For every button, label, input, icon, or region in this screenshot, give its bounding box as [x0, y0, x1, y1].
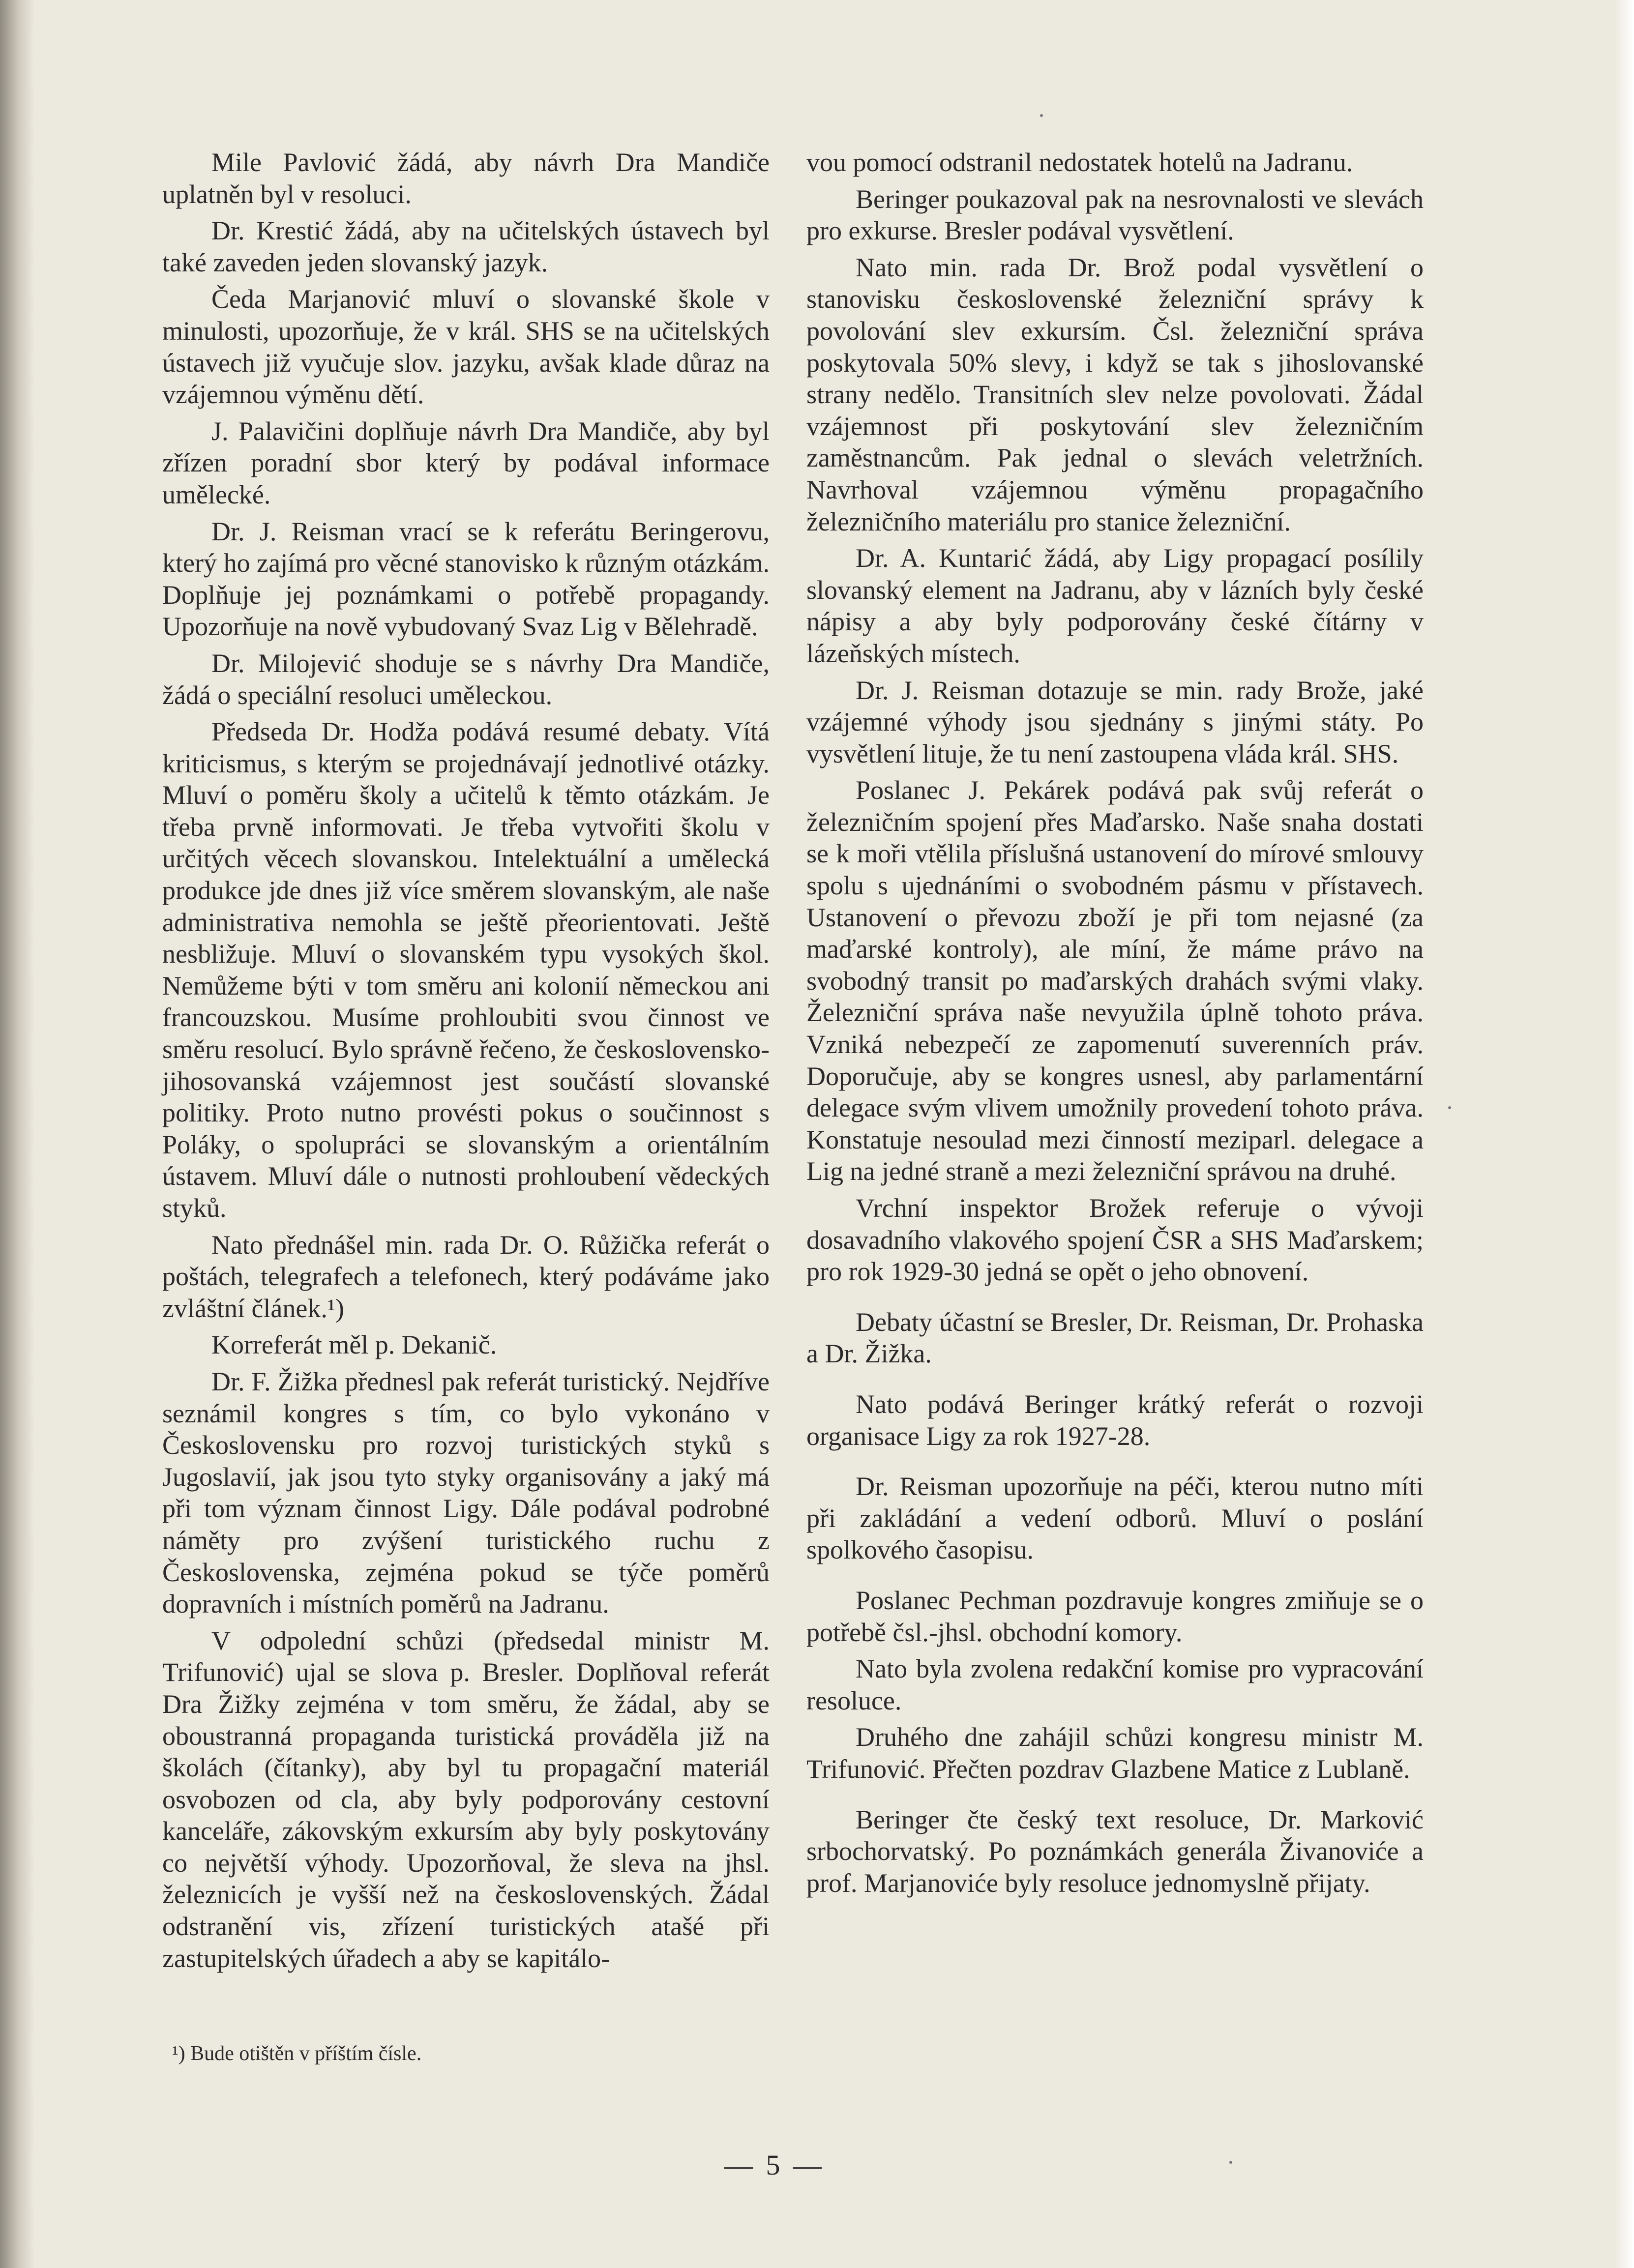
- paragraph: J. Palavičini doplňuje návrh Dra Mandiče, aby byl zřízen poradní sbor který by podával informace umělecké.: [162, 416, 770, 509]
- right-column: [806, 147, 1424, 1904]
- paragraph: Vrchní inspektor Brožek referuje o vývoji dosavadního vlakového spojení ČSR a SHS Maďarskem; pro rok 1929-30 jedná se opět o jeho obnovení.: [806, 1193, 1424, 1287]
- paragraph: Dr. A. Kuntarić žádá, aby Ligy propagací posílily slovanský element na Jadranu, aby v lázních byly české nápisy a aby byly podporovány české čítárny v lázeňských místech.: [806, 543, 1424, 668]
- paragraph: Dr. Reisman upozorňuje na péči, kterou nutno míti při zakládání a vedení odborů. Mluví o poslání spolkového časopisu.: [806, 1472, 1424, 1565]
- paragraph: Druhého dne zahájil schůzi kongresu ministr M. Trifunović. Přečten pozdrav Glazbene Matice z Lublaně.: [806, 1722, 1424, 1784]
- left-column: [162, 147, 770, 1979]
- paragraph: Nato byla zvolena redakční komise pro vypracování resoluce.: [806, 1654, 1424, 1715]
- paragraph: Beringer čte český text resoluce, Dr. Marković srbochorvatský. Po poznámkách generála Živanoviće a prof. Marjanoviće byly resoluce jednomyslně přijaty.: [806, 1804, 1424, 1898]
- speck-mark: [1448, 1106, 1451, 1109]
- paragraph: Korreferát měl p. Dekanič.: [211, 1330, 497, 1360]
- binding-spine: [0, 0, 34, 2268]
- paragraph: Nato podává Beringer krátký referát o rozvoji organisace Ligy za rok 1927-28.: [806, 1389, 1424, 1451]
- paragraph: Čeda Marjanović mluví o slovanské škole v minulosti, upozorňuje, že v král. SHS se na učitelských ústavech již vyučuje slov. jazyku, avšak klade důraz na vzájemnou výměnu dětí.: [162, 284, 770, 410]
- paragraph: Debaty účastní se Bresler, Dr. Reisman, Dr. Prohaska a Dr. Žižka.: [806, 1307, 1424, 1369]
- paragraph: Mile Pavlović žádá, aby návrh Dra Mandiče uplatněn byl v resoluci.: [162, 147, 770, 209]
- paragraph: Nato přednášel min. rada Dr. O. Růžička referát o poštách, telegrafech a telefonech, který podáváme jako zvláštní článek.¹): [162, 1230, 770, 1323]
- paragraph: Beringer poukazoval pak na nesrovnalosti ve slevách pro exkurse. Bresler podával vysvětlení.: [806, 184, 1424, 246]
- speck-mark: [1229, 2161, 1232, 2164]
- paragraph: Dr. J. Reisman dotazuje se min. rady Brože, jaké vzájemné výhody jsou sjednány s jinými státy. Po vysvětlení lituje, že tu není zastoupena vláda král. SHS.: [806, 675, 1424, 768]
- paragraph: Poslanec Pechman pozdravuje kongres zmiňuje se o potřebě čsl.-jhsl. obchodní komory.: [806, 1585, 1424, 1647]
- footnote: ¹) Bude otištěn v příštím čísle.: [172, 2042, 422, 2065]
- paragraph: Dr. F. Žižka přednesl pak referát turistický. Nejdříve seznámil kongres s tím, co bylo vykonáno v Československu pro rozvoj turistických styků s Jugoslavií, jak jsou tyto styky organisovány a jaký má při tom význam činnost Ligy. Dále podával podrobné náměty pro zvýšení turistického ruchu z Československa, zejména pokud se týče poměrů dopravních i místních poměrů na Jadranu.: [162, 1366, 770, 1619]
- paragraph: Nato min. rada Dr. Brož podal vysvětlení o stanovisku československé železniční správy k povolování slev exkursím. Čsl. železniční správa poskytovala 50% slevy, i když se tak s jihoslovanské strany nedělo. Transitních slev nelze povolovati. Žádal vzájemnost při poskytování slev železničním zaměstnancům. Pak jednal o slevách veletržních. Navrhoval vzájemnou výměnu propagačního železničního materiálu pro stanice železniční.: [806, 252, 1424, 536]
- paragraph: Dr. Milojević shoduje se s návrhy Dra Mandiče, žádá o speciální resoluci uměleckou.: [162, 648, 770, 710]
- paragraph: Poslanec J. Pekárek podává pak svůj referát o železničním spojení přes Maďarsko. Naše snaha dostati se k moři vtělila příslušná ustanovení do mírové smlouvy spolu s ujednáními o svobodném pásmu v přístavech. Ustanovení o převozu zboží je při tom nejasné (za maďarské kontroly), ale míní, že máme právo na svobodný transit po maďarských drahách svými vlaky. Železniční správa naše nevyužila úplně tohoto práva. Vzniká nebezpečí ze zapomenutí suverenních práv. Doporučuje, aby se kongres usnesl, aby parlamentární delegace svým vlivem umožnily provedení tohoto práva. Konstatuje nesoulad mezi činností meziparl. delegace a Lig na jedné straně a mezi železniční správou na druhé.: [806, 775, 1424, 1186]
- paragraph: V odpolední schůzi (předsedal ministr M. Trifunović) ujal se slova p. Bresler. Doplňoval referát Dra Žižky zejména v tom směru, že žádal, aby se oboustranná propaganda turistická prováděla již na školách (čítanky), aby byl tu propagační materiál osvobozen od cla, aby byly podporovány cestovní kanceláře, zákovským exkursím aby byly poskytovány co největší výhody. Upozorňoval, že sleva na jhsl. železnicích je vyšší než na československých. Žádal odstranění vis, zřízení turistických atašé při zastupitelských úřadech a aby se kapitálo-: [162, 1625, 770, 1973]
- paragraph: Dr. Krestić žádá, aby na učitelských ústavech byl také zaveden jeden slovanský jazyk.: [162, 216, 770, 277]
- paragraph: Dr. J. Reisman vrací se k referátu Beringerovu, který ho zajímá pro věcné stanovisko k různým otázkám. Doplňuje jej poznámkami o potřebě propagandy. Upozorňuje na nově vybudovaný Svaz Lig v Bělehradě.: [162, 516, 770, 642]
- speck-mark: [1040, 114, 1043, 117]
- paragraph: vou pomocí odstranil nedostatek hotelů na Jadranu.: [806, 147, 1353, 177]
- page-number: — 5 —: [724, 2149, 825, 2181]
- page-edge: [1614, 0, 1634, 2268]
- paragraph: Předseda Dr. Hodža podává resumé debaty. Vítá kriticismus, s kterým se projednávají jednotlivé otázky. Mluví o poměru školy a učitelů k těmto otázkám. Je třeba prvně informovati. Je třeba vytvořiti školu v určitých věcech slovanskou. Intelektuální a umělecká produkce jde dnes již více směrem slovanským, ale naše administrativa nemohla se ještě přeorientovati. Ještě nesbližuje. Mluví o slovanském typu vysokých škol. Nemůžeme býti v tom směru ani kolonií německou ani francouzskou. Musíme prohloubiti svou činnost ve směru resolucí. Bylo správně řečeno, že československo-jihosovanská vzájemnost jest součástí slovanské politiky. Proto nutno provésti pokus o součinnost s Poláky, o spolupráci se slovanským a orientálním ústavem. Mluví dále o nutnosti prohloubení vědeckých styků.: [162, 717, 770, 1223]
